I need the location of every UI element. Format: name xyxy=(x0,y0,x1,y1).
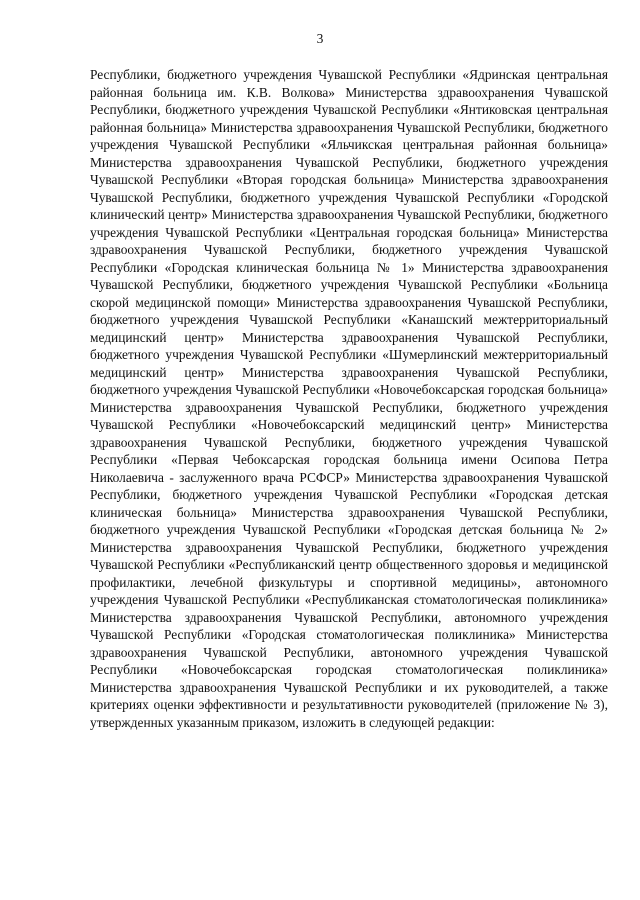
body-paragraph: Республики, бюджетного учреждения Чувашской Республики «Ядринская центральная районная больница им. К.В. Волкова» Министерства здравоохранения Чувашской Республики, бюджетного учреждения Чувашской Республики «Янтиковская центральная районная больница» Министерства здравоохранения Чувашской Республики, бюджетного учреждения Чувашской Республики «Яльчикская центральная районная больница» Министерства здравоохранения Чувашской Республики, бюджетного учреждения Чувашской Республики «Вторая городская больница» Министерства здравоохранения Чувашской Республики, бюджетного учреждения Чувашской Республики «Городской клинический центр» Министерства здравоохранения Чувашской Республики, бюджетного учреждения Чувашской Республики «Центральная городская больница» Министерства здравоохранения Чувашской Республики, бюджетного учреждения Чувашской Республики «Городская клиническая больница № 1» Министерства здравоохранения Чувашской Республики, бюджетного учреждения Чувашской Республики «Больница скорой медицинской помощи» Министерства здравоохранения Чувашской Республики, бюджетного учреждения Чувашской Республики «Канашский межтерриториальный медицинский центр» Министерства здравоохранения Чувашской Республики, бюджетного учреждения Чувашской Республики «Шумерлинский межтерриториальный медицинский центр» Министерства здравоохранения Чувашской Республики, бюджетного учреждения Чувашской Республики «Новочебоксарская городская больница» Министерства здравоохранения Чувашской Республики, бюджетного учреждения Чувашской Республики «Новочебоксарский медицинский центр» Министерства здравоохранения Чувашской Республики, бюджетного учреждения Чувашской Республики «Первая Чебоксарская городская больница имени Осипова Петра Николаевича - заслуженного врача РСФСР» Министерства здравоохранения Чувашской Республики, бюджетного учреждения Чувашской Республики «Городская детская клиническая больница» Министерства здравоохранения Чувашской Республики, бюджетного учреждения Чувашской Республики «Городская детская больница № 2» Министерства здравоохранения Чувашской Республики, бюджетного учреждения Чувашской Республики «Республиканский центр общественного здоровья и медицинской профилактики, лечебной физкультуры и спортивной медицины», автономного учреждения Чувашской Республики «Республиканская стоматологическая поликлиника» Министерства здравоохранения Чувашской Республики, автономного учреждения Чувашской Республики «Городская стоматологическая поликлиника» Министерства здравоохранения Чувашской Республики, автономного учреждения Чувашской Республики «Новочебоксарская городская стоматологическая поликлиника» Министерства здравоохранения Чувашской Республики и их руководителей, а также критериях оценки эффективности и результативности руководителей (приложение № 3), утвержденных указанным приказом, изложить в следующей редакции: xyxy=(90,67,608,730)
page-number: 3 xyxy=(316,31,324,46)
